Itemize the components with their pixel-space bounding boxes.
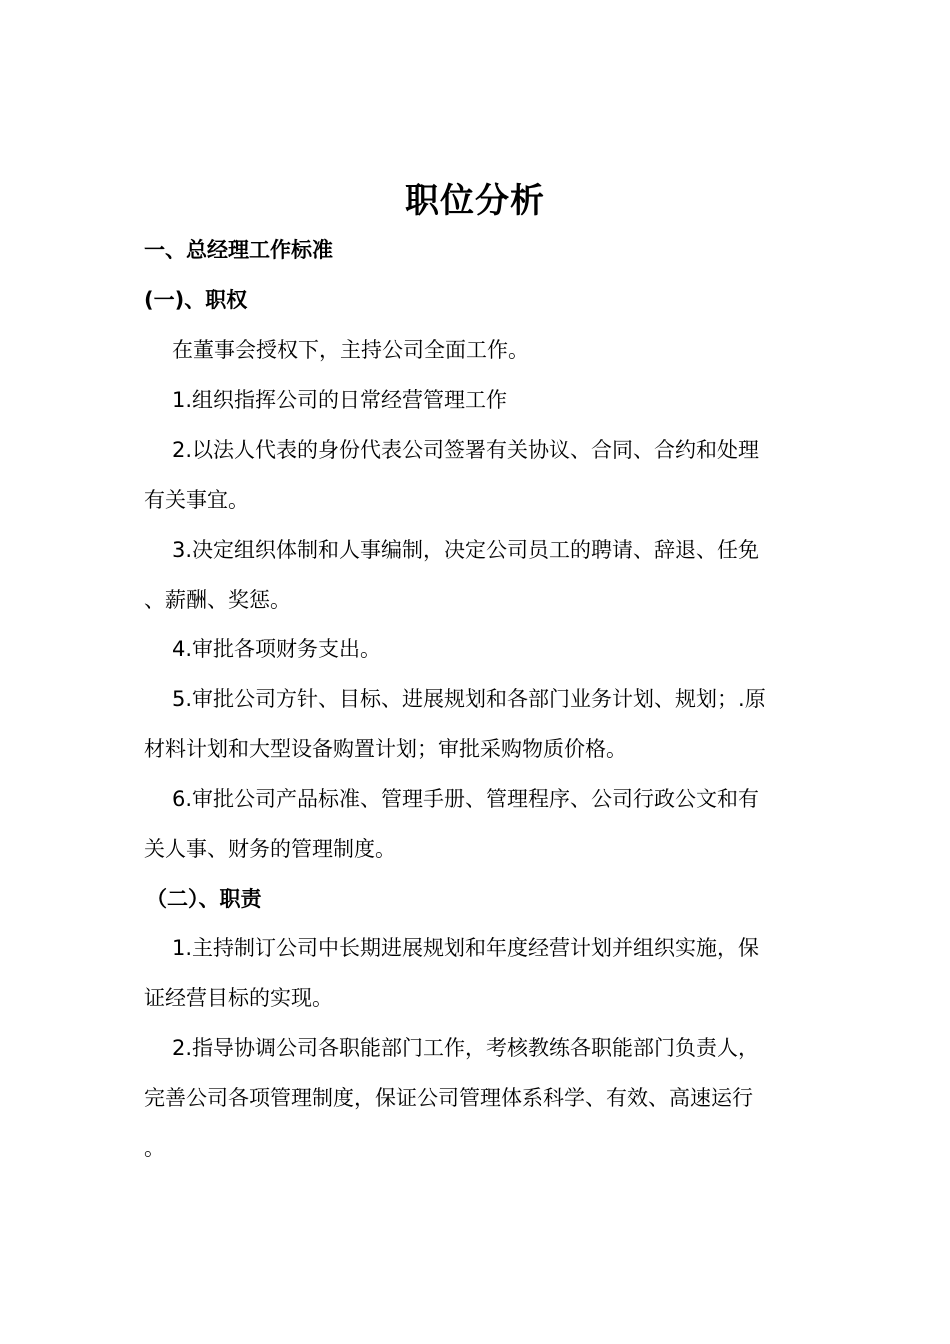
section-heading: 一、总经理工作标准 (144, 238, 333, 262)
authority-item-3-line-1: 3.决定组织体制和人事编制，决定公司员工的聘请、辞退、任免 (172, 538, 760, 562)
authority-item-3-line-2: 、薪酬、奖惩。 (144, 588, 291, 612)
document-title: 职位分析 (405, 181, 545, 221)
authority-item-6-line-2: 关人事、财务的管理制度。 (144, 837, 396, 861)
authority-item-2-line-2: 有关事宜。 (144, 488, 249, 512)
subsection-heading-duties: （二）、职责 (146, 887, 262, 911)
subsection-heading-authority: (一)、职权 (144, 288, 248, 312)
authority-item-5-line-1: 5.审批公司方针、目标、进展规划和各部门业务计划、规划；.原 (172, 687, 766, 711)
duties-item-2-line-2: 完善公司各项管理制度，保证公司管理体系科学、有效、高速运行 (144, 1086, 753, 1110)
duties-item-1-line-2: 证经营目标的实现。 (144, 986, 333, 1010)
authority-item-4: 4.审批各项财务支出。 (172, 637, 382, 661)
authority-item-1: 1.组织指挥公司的日常经营管理工作 (172, 388, 508, 412)
authority-item-6-line-1: 6.审批公司产品标准、管理手册、管理程序、公司行政公文和有 (172, 787, 760, 811)
authority-item-2-line-1: 2.以法人代表的身份代表公司签署有关协议、合同、合约和处理 (172, 438, 760, 462)
duties-item-2-line-3: 。 (144, 1136, 165, 1160)
duties-item-2-line-1: 2.指导协调公司各职能部门工作，考核教练各职能部门负责人， (172, 1036, 760, 1060)
duties-item-1-line-1: 1.主持制订公司中长期进展规划和年度经营计划并组织实施，保 (172, 936, 760, 960)
authority-item-5-line-2: 材料计划和大型设备购置计划；审批采购物质价格。 (144, 737, 627, 761)
authority-intro: 在董事会授权下，主持公司全面工作。 (172, 338, 529, 362)
